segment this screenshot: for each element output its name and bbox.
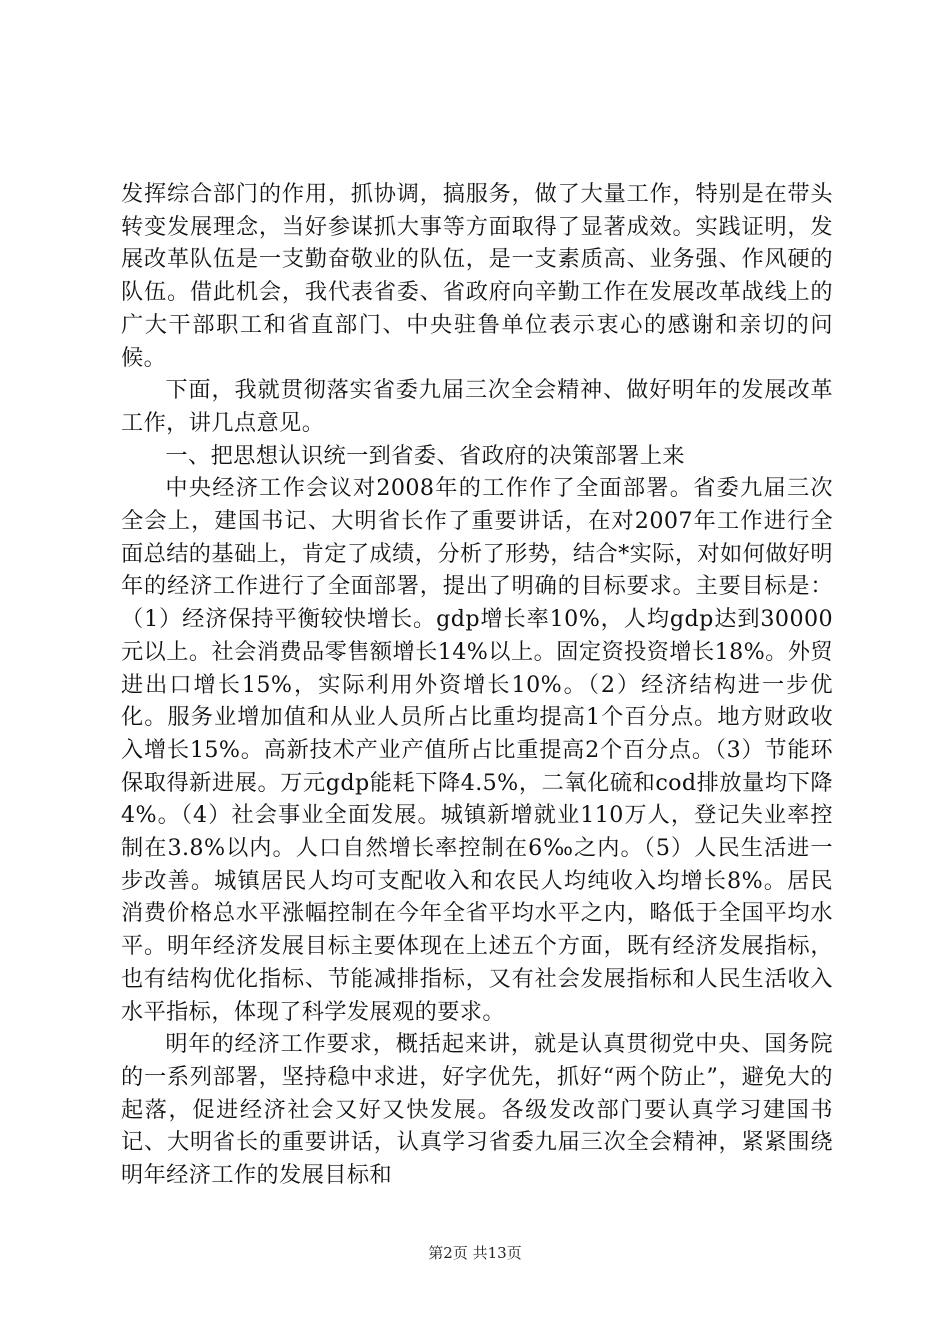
paragraph-continuation: 发挥综合部门的作用，抓协调，搞服务，做了大量工作，特别是在带头转变发展理念，当好参谋抓大事等方面取得了显著成效。实践证明，发展改革队伍是一支勤奋敬业的队伍，是一支素质高、业务强、作风硬的队伍。借此机会，我代表省委、省政府向辛勤工作在发展改革战线上的广大干部职工和省直部门、中央驻鲁单位表示衷心的感谢和亲切的问候。 bbox=[121, 181, 833, 371]
page-footer bbox=[0, 1243, 950, 1263]
paragraph-requirements: 明年的经济工作要求，概括起来讲，就是认真贯彻党中央、国务院的一系列部署，坚持稳中求进，好字优先，抓好“两个防止”，避免大的起落，促进经济社会又好又快发展。各级发改部门要认真学习建国书记、大明省长的重要讲话，认真学习省委九届三次全会精神，紧紧围绕明年经济工作的发展目标和 bbox=[121, 1031, 833, 1189]
document-body bbox=[121, 178, 833, 1192]
page-number: 第2页 共13页 bbox=[428, 1244, 522, 1262]
section-heading: 一、把思想认识统一到省委、省政府的决策部署上来 bbox=[165, 442, 685, 469]
paragraph-intro: 下面，我就贯彻落实省委九届三次全会精神、做好明年的发展改革工作，讲几点意见。 bbox=[121, 377, 833, 436]
paragraph-targets: 中央经济工作会议对2008年的工作作了全面部署。省委九届三次全会上，建国书记、大明省长作了重要讲话，在对2007年工作进行全面总结的基础上，肯定了成绩，分析了形势，结合*实际，对如何做好明年的经济工作进行了全面部署，提出了明确的目标要求。主要目标是：（1）经济保持平衡较快增长。gdp增长率10%，人均gdp达到30000元以上。社会消费品零售额增长14%以上。固定资投资增长18%。外贸进出口增长15%，实际利用外资增长10%。（2）经济结构进一步优化。服务业增加值和从业人员所占比重均提高1个百分点。地方财政收入增长15%。高新技术产业产值所占比重提高2个百分点。（3）节能环保取得新进展。万元gdp能耗下降4.5%，二氧化硫和cod排放量均下降4%。（4）社会事业全面发展。城镇新增就业110万人，登记失业率控制在3.8%以内。人口自然增长率控制在6‰之内。（5）人民生活进一步改善。城镇居民人均可支配收入和农民人均纯收入均增长8%。居民消费价格总水平涨幅控制在今年全省平均水平之内，略低于全国平均水平。明年经济发展目标主要体现在上述五个方面，既有经济发展指标，也有结构优化指标、节能减排指标，又有社会发展指标和人民生活收入水平指标，体现了科学发展观的要求。 bbox=[121, 475, 833, 1025]
